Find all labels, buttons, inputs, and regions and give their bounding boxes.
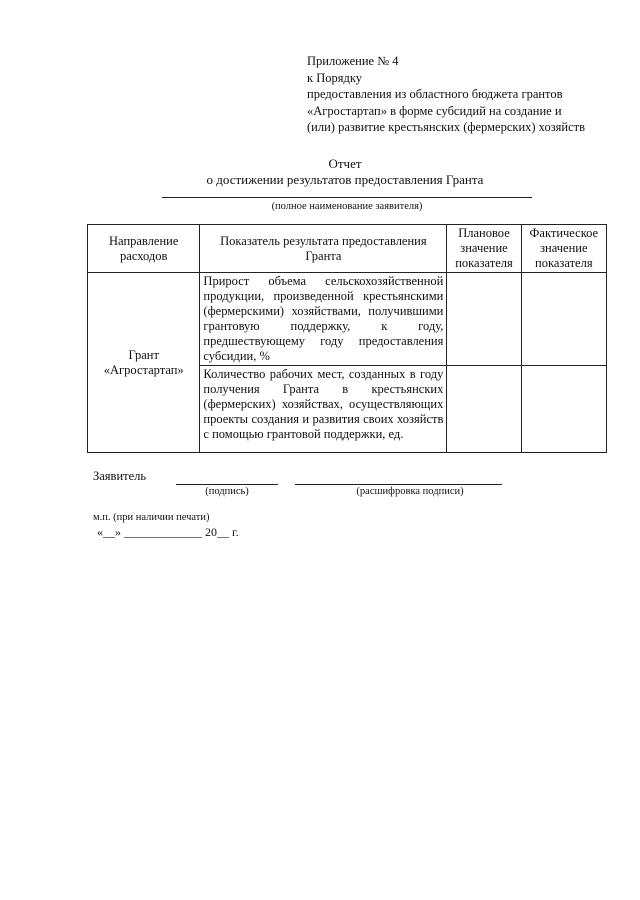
header-actual: Фактическое значение показателя	[521, 225, 606, 273]
indicator-cell: Количество рабочих мест, созданных в году получения Гранта в крестьянских (фермерских) хозяйствах, осуществляющих проекты создания и развития своих хозяйств с помощью грантовой поддержки, ед.	[200, 366, 447, 453]
signature-line	[176, 484, 278, 485]
table-header-row	[88, 225, 607, 273]
signature-caption: (подпись)	[205, 486, 249, 497]
results-table	[87, 224, 607, 453]
applicant-name-line	[162, 197, 532, 198]
report-title: Отчет	[328, 156, 362, 171]
planned-cell[interactable]	[447, 366, 521, 453]
decoding-caption: (расшифровка подписи)	[356, 486, 464, 497]
report-subtitle: о достижении результатов предоставления Гранта	[206, 172, 484, 187]
actual-cell[interactable]	[521, 273, 606, 366]
appendix-line: к Порядку	[307, 70, 362, 85]
appendix-line: (или) развитие крестьянских (фермерских) хозяйств	[307, 120, 585, 134]
appendix-block	[307, 53, 585, 136]
applicant-caption: (полное наименование заявителя)	[271, 201, 423, 212]
indicator-cell: Прирост объема сельскохозяйственной продукции, произведенной крестьянскими (фермерскими) хозяйствами, получившими грантовую поддержку, к году, предшествующему году предоставления субсидии, %	[200, 273, 447, 366]
planned-cell[interactable]	[447, 273, 521, 366]
applicant-label: Заявитель	[93, 469, 147, 483]
header-planned: Плановое значение показателя	[447, 225, 521, 273]
table-row	[88, 273, 607, 366]
appendix-line: Приложение № 4	[307, 54, 399, 68]
grant-cell: Грант «Агростартап»	[88, 273, 200, 453]
header-direction: Направление расходов	[88, 225, 200, 273]
date-line: «__» _____________ 20__ г.	[97, 525, 239, 539]
appendix-line: предоставления из областного бюджета грантов	[307, 87, 563, 101]
actual-cell[interactable]	[521, 366, 606, 453]
decoding-line	[295, 484, 502, 485]
stamp-note: м.п. (при наличии печати)	[93, 512, 210, 523]
appendix-line: «Агростартап» в форме субсидий на создание и	[307, 103, 562, 118]
header-indicator: Показатель результата предоставления Гранта	[200, 225, 447, 273]
